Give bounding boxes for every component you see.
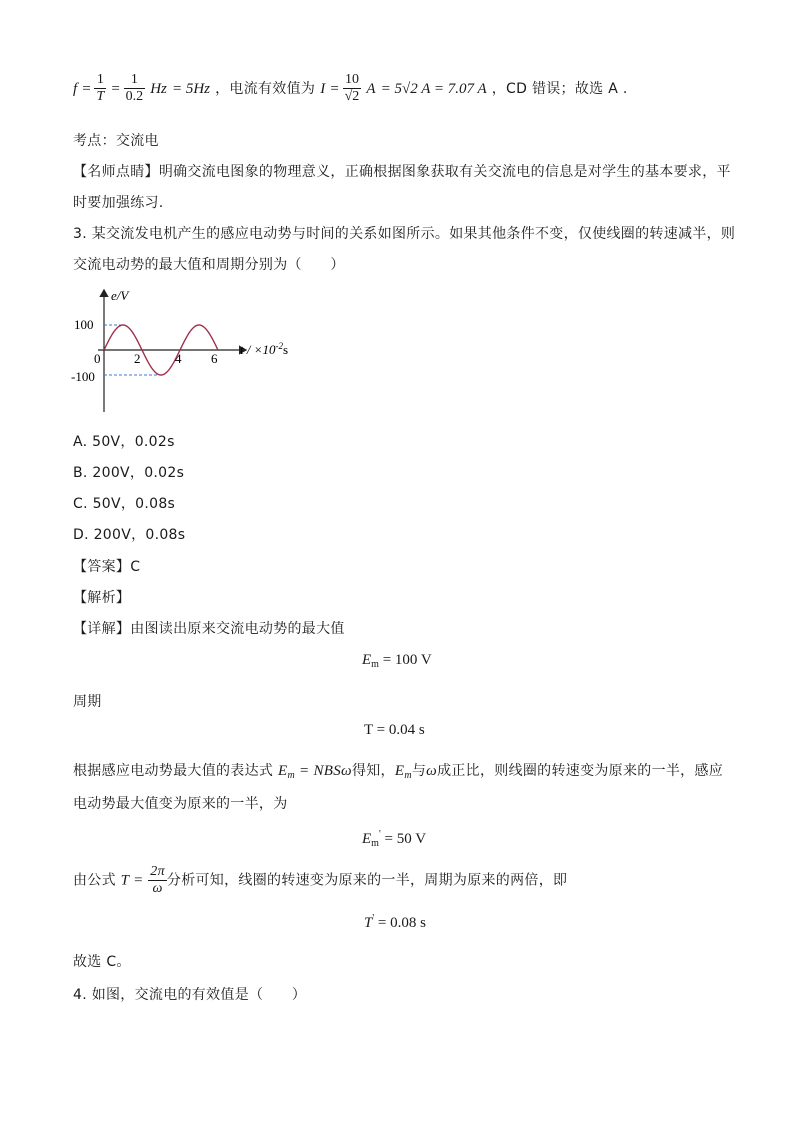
analysis-tag: 【解析】 xyxy=(73,590,131,606)
basis-text-c: 与 xyxy=(411,763,427,779)
option-d: D. 200V，0.08s xyxy=(73,527,186,543)
equation-T-prime: T' = 0.08 s xyxy=(364,913,426,931)
tick-100: 100 xyxy=(74,317,94,332)
basis-omega: ω xyxy=(426,763,438,779)
answer-value: C xyxy=(130,559,141,575)
option-a: A. 50V，0.02s xyxy=(73,434,175,450)
option-c: C. 50V，0.08s xyxy=(73,496,176,512)
formula-line xyxy=(73,864,567,897)
fraction-2pi-over-omega: $\frac{2\pi}{\omega}$ xyxy=(150,864,165,896)
basis-formula: $E_m = NBS\omega$ xyxy=(277,763,352,781)
basis-text-b: 得知， xyxy=(351,763,395,779)
basis-line-2: 电动势最大值变为原来的一半，为 xyxy=(73,796,288,812)
fraction-10-over-sqrt2: $\frac{10}{√2}$ xyxy=(344,72,360,104)
tip-line-1 xyxy=(73,161,731,181)
q4-line: 4. 如图，交流电的有效值是（ ） xyxy=(73,987,307,1003)
option-b: B. 200V，0.02s xyxy=(73,465,185,481)
tip-tag: 【名师点睛】 xyxy=(73,164,159,180)
q3-line-1: 3. 某交流发电机产生的感应电动势与时间的关系如图所示。如果其他条件不变，仅使线圈的转速减半，则 xyxy=(73,226,736,242)
tick-4: 4 xyxy=(175,351,182,366)
equation-T: T = 0.04 s xyxy=(364,722,425,738)
detail-text: 由图读出原来交流电动势的最大值 xyxy=(130,621,345,637)
I-symbol: I xyxy=(320,81,326,97)
equation-em: $E_m = 100$ V xyxy=(362,652,432,670)
f-symbol: f xyxy=(73,81,78,97)
detail-line xyxy=(73,618,345,638)
prev-answer-line: f = $\frac{1}{T}$ = $\frac{1}{0.2}$ Hz = 5Hz ，电流有效值为 I = $\frac{10}{√2}$ A = 5√2 A = 7.07 A ，CD 错误；故选 A . xyxy=(73,72,628,104)
basis-text-d: 成正比，则线圈的转速变为原来的一半，感应 xyxy=(437,763,724,779)
fraction-1-over-02: $\frac{1}{0.2}$ xyxy=(125,72,144,104)
tick-6: 6 xyxy=(211,351,218,366)
tick-0: 0 xyxy=(94,351,101,366)
emf-time-graph xyxy=(68,282,308,417)
period-label: 周期 xyxy=(73,694,102,710)
hz-unit: Hz xyxy=(150,81,167,97)
eq-rest: = 5√2 A = 7.07 A xyxy=(380,81,487,97)
detail-tag: 【详解】 xyxy=(73,621,131,637)
eq-5hz: = 5Hz xyxy=(171,81,210,97)
text-current: ，电流有效值为 xyxy=(215,81,316,97)
text-end: ，CD 错误；故选 A . xyxy=(491,81,628,97)
choose-line: 故选 C。 xyxy=(73,954,131,970)
formula-text-a: 由公式 xyxy=(73,872,116,889)
tip-text-1: 明确交流电图象的物理意义，正确根据图象获取有关交流电的信息是对学生的基本要求，平 xyxy=(158,164,731,180)
A-unit: A xyxy=(366,81,376,97)
equation-em-prime: $E_m' = 50$ V xyxy=(362,829,427,849)
tick-2: 2 xyxy=(134,351,141,366)
tip-line-2: 时要加强练习. xyxy=(73,195,164,211)
q3-line-2: 交流电动势的最大值和周期分别为（ ） xyxy=(73,257,345,273)
fraction-1-over-T: $\frac{1}{T}$ xyxy=(96,72,105,104)
tick-neg100: -100 xyxy=(71,369,95,384)
basis-text-a: 根据感应电动势最大值的表达式 xyxy=(73,763,274,779)
answer-tag: 【答案】 xyxy=(73,559,131,575)
basis-em: $E_m$ xyxy=(394,763,412,781)
formula-T: T = xyxy=(120,872,144,889)
answer-line xyxy=(73,556,140,576)
x-axis-label: $t / \times 10^{-2}s$ xyxy=(240,341,289,357)
basis-line-1 xyxy=(73,760,723,781)
formula-text-b: 分析可知，线圈的转速变为原来的一半，周期为原来的两倍，即 xyxy=(166,872,568,889)
kaodian: 考点：交流电 xyxy=(73,133,159,149)
y-axis-label: e/V xyxy=(111,288,129,303)
